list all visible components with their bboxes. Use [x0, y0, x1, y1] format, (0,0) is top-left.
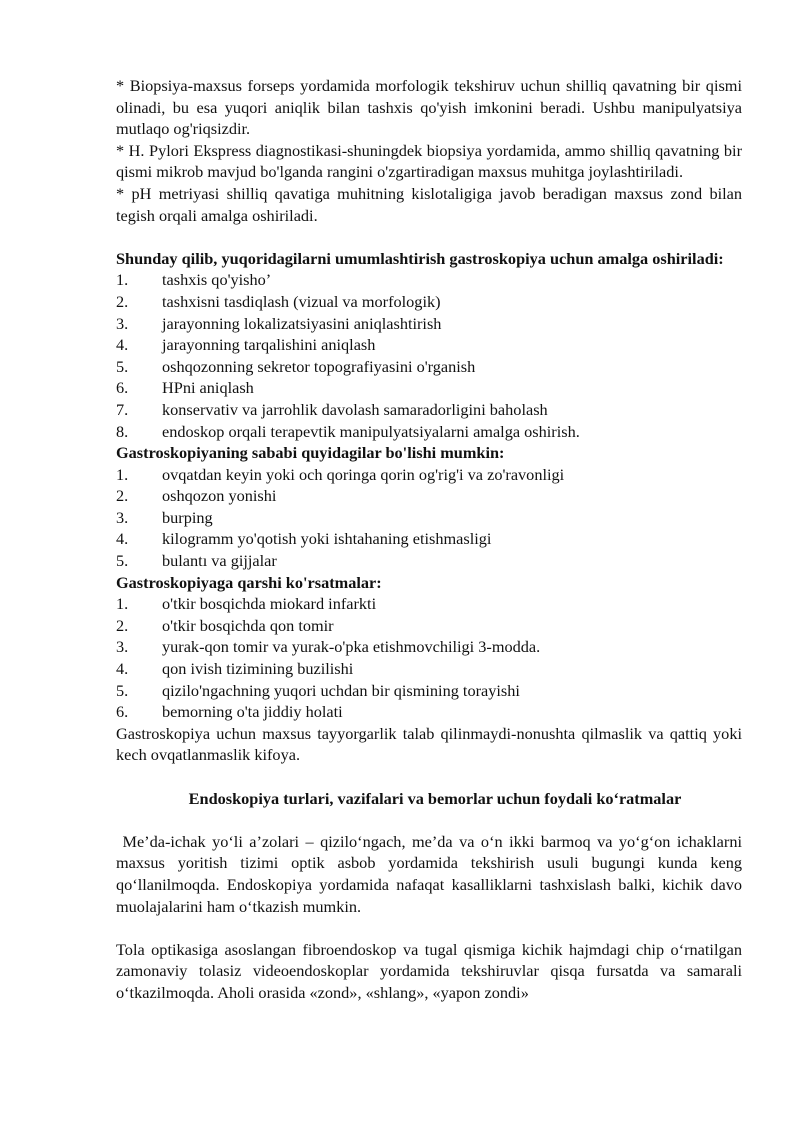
reasons-list: [116, 464, 742, 572]
list-number: 1.: [116, 464, 129, 484]
list-number: 1.: [116, 270, 129, 290]
list-item: [116, 269, 742, 291]
list-number: 3.: [116, 313, 129, 333]
list-text: kilogramm yo'qotish yoki ishtahaning etishmasligi: [162, 529, 492, 549]
list-text: burping: [162, 507, 213, 527]
list-number: 1.: [116, 594, 129, 614]
list-number: 6.: [116, 702, 129, 722]
list-number: 3.: [116, 637, 129, 657]
summary-list: [116, 269, 742, 442]
list-number: 8.: [116, 421, 129, 441]
list-item: [116, 377, 742, 399]
list-item: [116, 421, 742, 443]
list-item: [116, 658, 742, 680]
h-pylori-paragraph: * H. Pylori Ekspress diagnostikasi-shuningdek biopsiya yordamida, ammo shilliq qavatning bir qismi mikrob mavjud bo'lganda rangini o'zgartiradigan maxsus muhitga joylashtiriladi.: [116, 140, 742, 182]
list-number: 2.: [116, 615, 129, 635]
list-number: 6.: [116, 378, 129, 398]
list-number: 5.: [116, 551, 129, 571]
contraindications-list: [116, 593, 742, 723]
list-text: yurak-qon tomir va yurak-o'pka etishmovchiligi 3-modda.: [162, 637, 541, 657]
list-item: [116, 507, 742, 529]
reasons-heading: Gastroskopiyaning sababi quyidagilar bo'lishi mumkin:: [116, 443, 505, 463]
list-item: [116, 464, 742, 486]
list-item: [116, 636, 742, 658]
list-text: jarayonning lokalizatsiyasini aniqlashtirish: [162, 313, 442, 333]
list-text: endoskop orqali terapevtik manipulyatsiyalarni amalga oshirish.: [162, 421, 580, 441]
document-page: [116, 75, 747, 1004]
list-text: qizilo'ngachning yuqori uchdan bir qismining torayishi: [162, 680, 520, 700]
list-number: 7.: [116, 399, 129, 419]
list-text: o'tkir bosqichda qon tomir: [162, 615, 334, 635]
section-title: Endoskopiya turlari, vazifalari va bemorlar uchun foydali ko‘ratmalar: [188, 788, 682, 808]
list-text: oshqozonning sekretor topografiyasini o'rganish: [162, 356, 476, 376]
endoscopy-paragraph: Me’da-ichak yo‘li a’zolari – qizilo‘ngach, me’da va o‘n ikki barmoq va yo‘g‘on ichaklarni maxsus yoritish tizimi optik asbob yordamida tekshirish usuli bugungi kunda keng qo‘llanilmoqda. Endoskopiya yordamida nafaqat kasalliklarni tashxislash balki, kichik davo muolajalarini ham o‘tkazish mumkin.: [116, 831, 747, 916]
list-text: tashxis qo'yisho’: [162, 270, 272, 290]
list-item: [116, 356, 742, 378]
list-number: 4.: [116, 335, 129, 355]
list-item: [116, 399, 742, 421]
list-item: [116, 593, 742, 615]
list-number: 5.: [116, 356, 129, 376]
contraindications-heading: Gastroskopiyaga qarshi ko'rsatmalar:: [116, 572, 382, 592]
list-text: oshqozon yonishi: [162, 486, 277, 506]
list-text: bemorning o'ta jiddiy holati: [162, 702, 343, 722]
fiberoptic-paragraph: Tola optikasiga asoslangan fibroendoskop va tugal qismiga kichik hajmdagi chip o‘rnatilgan zamonaviy tolasiz videoendoskoplar yordamida tekshiruvlar qisqa fursatda va samarali o‘tkazilmoqda. Aholi orasida «zond», «shlang», «yapon zondi»: [116, 939, 742, 1002]
list-text: bulantı va gijjalar: [162, 551, 277, 571]
preparation-note: Gastroskopiya uchun maxsus tayyorgarlik talab qilinmaydi-nonushta qilmaslik va qattiq yoki kech ovqatlanmaslik kifoya.: [116, 723, 742, 765]
list-item: [116, 485, 742, 507]
biopsy-paragraph: * Biopsiya-maxsus forseps yordamida morfologik tekshiruv uchun shilliq qavatning bir qismi olinadi, bu esa yuqori aniqlik bilan tashxis qo'yish imkonini beradi. Ushbu manipulyatsiya mutlaqo og'riqsizdir.: [116, 76, 742, 139]
spacer: [116, 226, 742, 248]
list-item: [116, 313, 742, 335]
spacer: [116, 917, 742, 939]
spacer: [116, 766, 742, 788]
list-item: [116, 680, 742, 702]
list-text: tashxisni tasdiqlash (vizual va morfologik): [162, 291, 441, 311]
list-number: 5.: [116, 680, 129, 700]
list-item: [116, 528, 742, 550]
list-number: 2.: [116, 486, 129, 506]
list-item: [116, 550, 742, 572]
list-number: 2.: [116, 291, 129, 311]
list-text: konservativ va jarrohlik davolash samaradorligini baholash: [162, 399, 548, 419]
summary-heading: Shunday qilib, yuqoridagilarni umumlashtirish gastroskopiya uchun amalga oshiriladi:: [116, 248, 724, 268]
list-item: [116, 291, 742, 313]
list-text: qon ivish tizimining buzilishi: [162, 659, 354, 679]
list-number: 4.: [116, 529, 129, 549]
list-item: [116, 615, 742, 637]
list-text: ovqatdan keyin yoki och qoringa qorin og'rig'i va zo'ravonligi: [162, 464, 565, 484]
ph-metry-paragraph: * pH metriyasi shilliq qavatiga muhitning kislotaligiga javob beradigan maxsus zond bilan tegish orqali amalga oshiriladi.: [116, 183, 742, 225]
list-item: [116, 334, 742, 356]
list-number: 3.: [116, 507, 129, 527]
spacer: [116, 809, 742, 831]
list-text: o'tkir bosqichda miokard infarkti: [162, 594, 377, 614]
list-text: HPni aniqlash: [162, 378, 254, 398]
list-text: jarayonning tarqalishini aniqlash: [162, 335, 376, 355]
list-number: 4.: [116, 659, 129, 679]
list-item: [116, 701, 742, 723]
